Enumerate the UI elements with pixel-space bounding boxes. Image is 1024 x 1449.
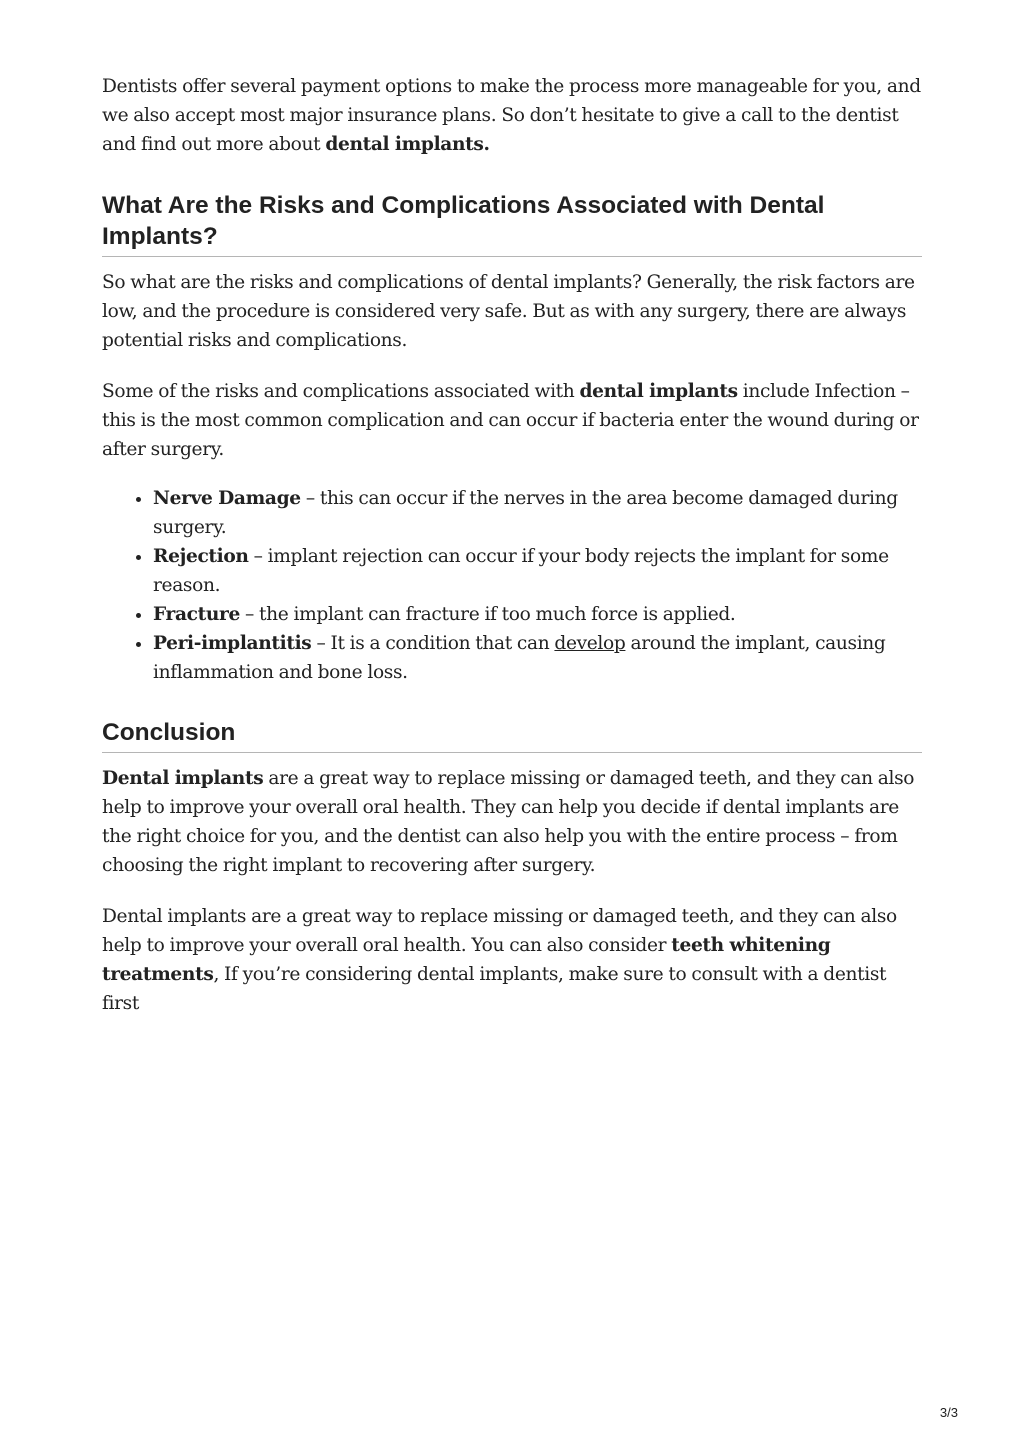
conclusion-paragraph-1-text: are a great way to replace missing or damaged teeth, and they can also help to improve your overall oral health. They can help you decide if dental implants are the right choice for you, and the dentist can also help you with the entire process – from choosing the right implant to recovering after surgery.	[102, 768, 915, 876]
list-item	[153, 542, 922, 600]
conclusion-paragraph-1	[102, 764, 922, 880]
list-item-text: – the implant can fracture if too much force is applied.	[239, 604, 736, 625]
list-item-text: – It is a condition that can	[311, 633, 555, 654]
conclusion-paragraph-2-bold: teeth whitening treatments	[102, 935, 831, 985]
list-item-term: Fracture	[153, 604, 240, 625]
risks-paragraph-2-before: Some of the risks and complications associated with	[102, 381, 580, 402]
conclusion-paragraph-2	[102, 902, 922, 1018]
list-item	[153, 600, 922, 629]
list-item-text: – this can occur if the nerves in the area become damaged during surgery.	[153, 488, 898, 538]
risks-list	[102, 484, 922, 687]
develop-link[interactable]: develop	[554, 633, 626, 654]
list-item-term: Nerve Damage	[153, 488, 301, 509]
page-number: 3/3	[939, 1405, 958, 1420]
intro-text: Dentists offer several payment options to make the process more manageable for you, and we also accept most major insurance plans. So don’t hesitate to give a call to the dentist and find out more about	[102, 76, 921, 155]
conclusion-paragraph-2-before: Dental implants are a great way to replace missing or damaged teeth, and they can also help to improve your overall oral health. You can also consider	[102, 906, 897, 956]
list-item-term: Rejection	[153, 546, 249, 567]
list-item-term: Peri-implantitis	[153, 633, 312, 654]
conclusion-paragraph-2-after: , If you’re considering dental implants, make sure to consult with a dentist first	[102, 964, 887, 1014]
conclusion-paragraph-1-bold: Dental implants	[102, 768, 264, 789]
risks-paragraph-2-after: include Infection – this is the most common complication and can occur if bacteria enter the wound during or after surgery.	[102, 381, 919, 460]
list-item-text-after: around the implant, causing inflammation and bone loss.	[153, 633, 886, 683]
conclusion-heading: Conclusion	[102, 717, 922, 753]
document-page	[102, 72, 922, 1018]
list-item	[153, 629, 922, 687]
list-item-text: – implant rejection can occur if your body rejects the implant for some reason.	[153, 546, 889, 596]
risks-paragraph-2	[102, 377, 922, 464]
list-item	[153, 484, 922, 542]
intro-paragraph	[102, 72, 922, 159]
risks-heading: What Are the Risks and Complications Associated with Dental Implants?	[102, 190, 922, 257]
intro-bold: dental implants.	[325, 134, 490, 155]
risks-paragraph-2-bold: dental implants	[579, 381, 738, 402]
risks-paragraph-1: So what are the risks and complications of dental implants? Generally, the risk factors are low, and the procedure is considered very safe. But as with any surgery, there are always potential risks and complications.	[102, 272, 915, 351]
